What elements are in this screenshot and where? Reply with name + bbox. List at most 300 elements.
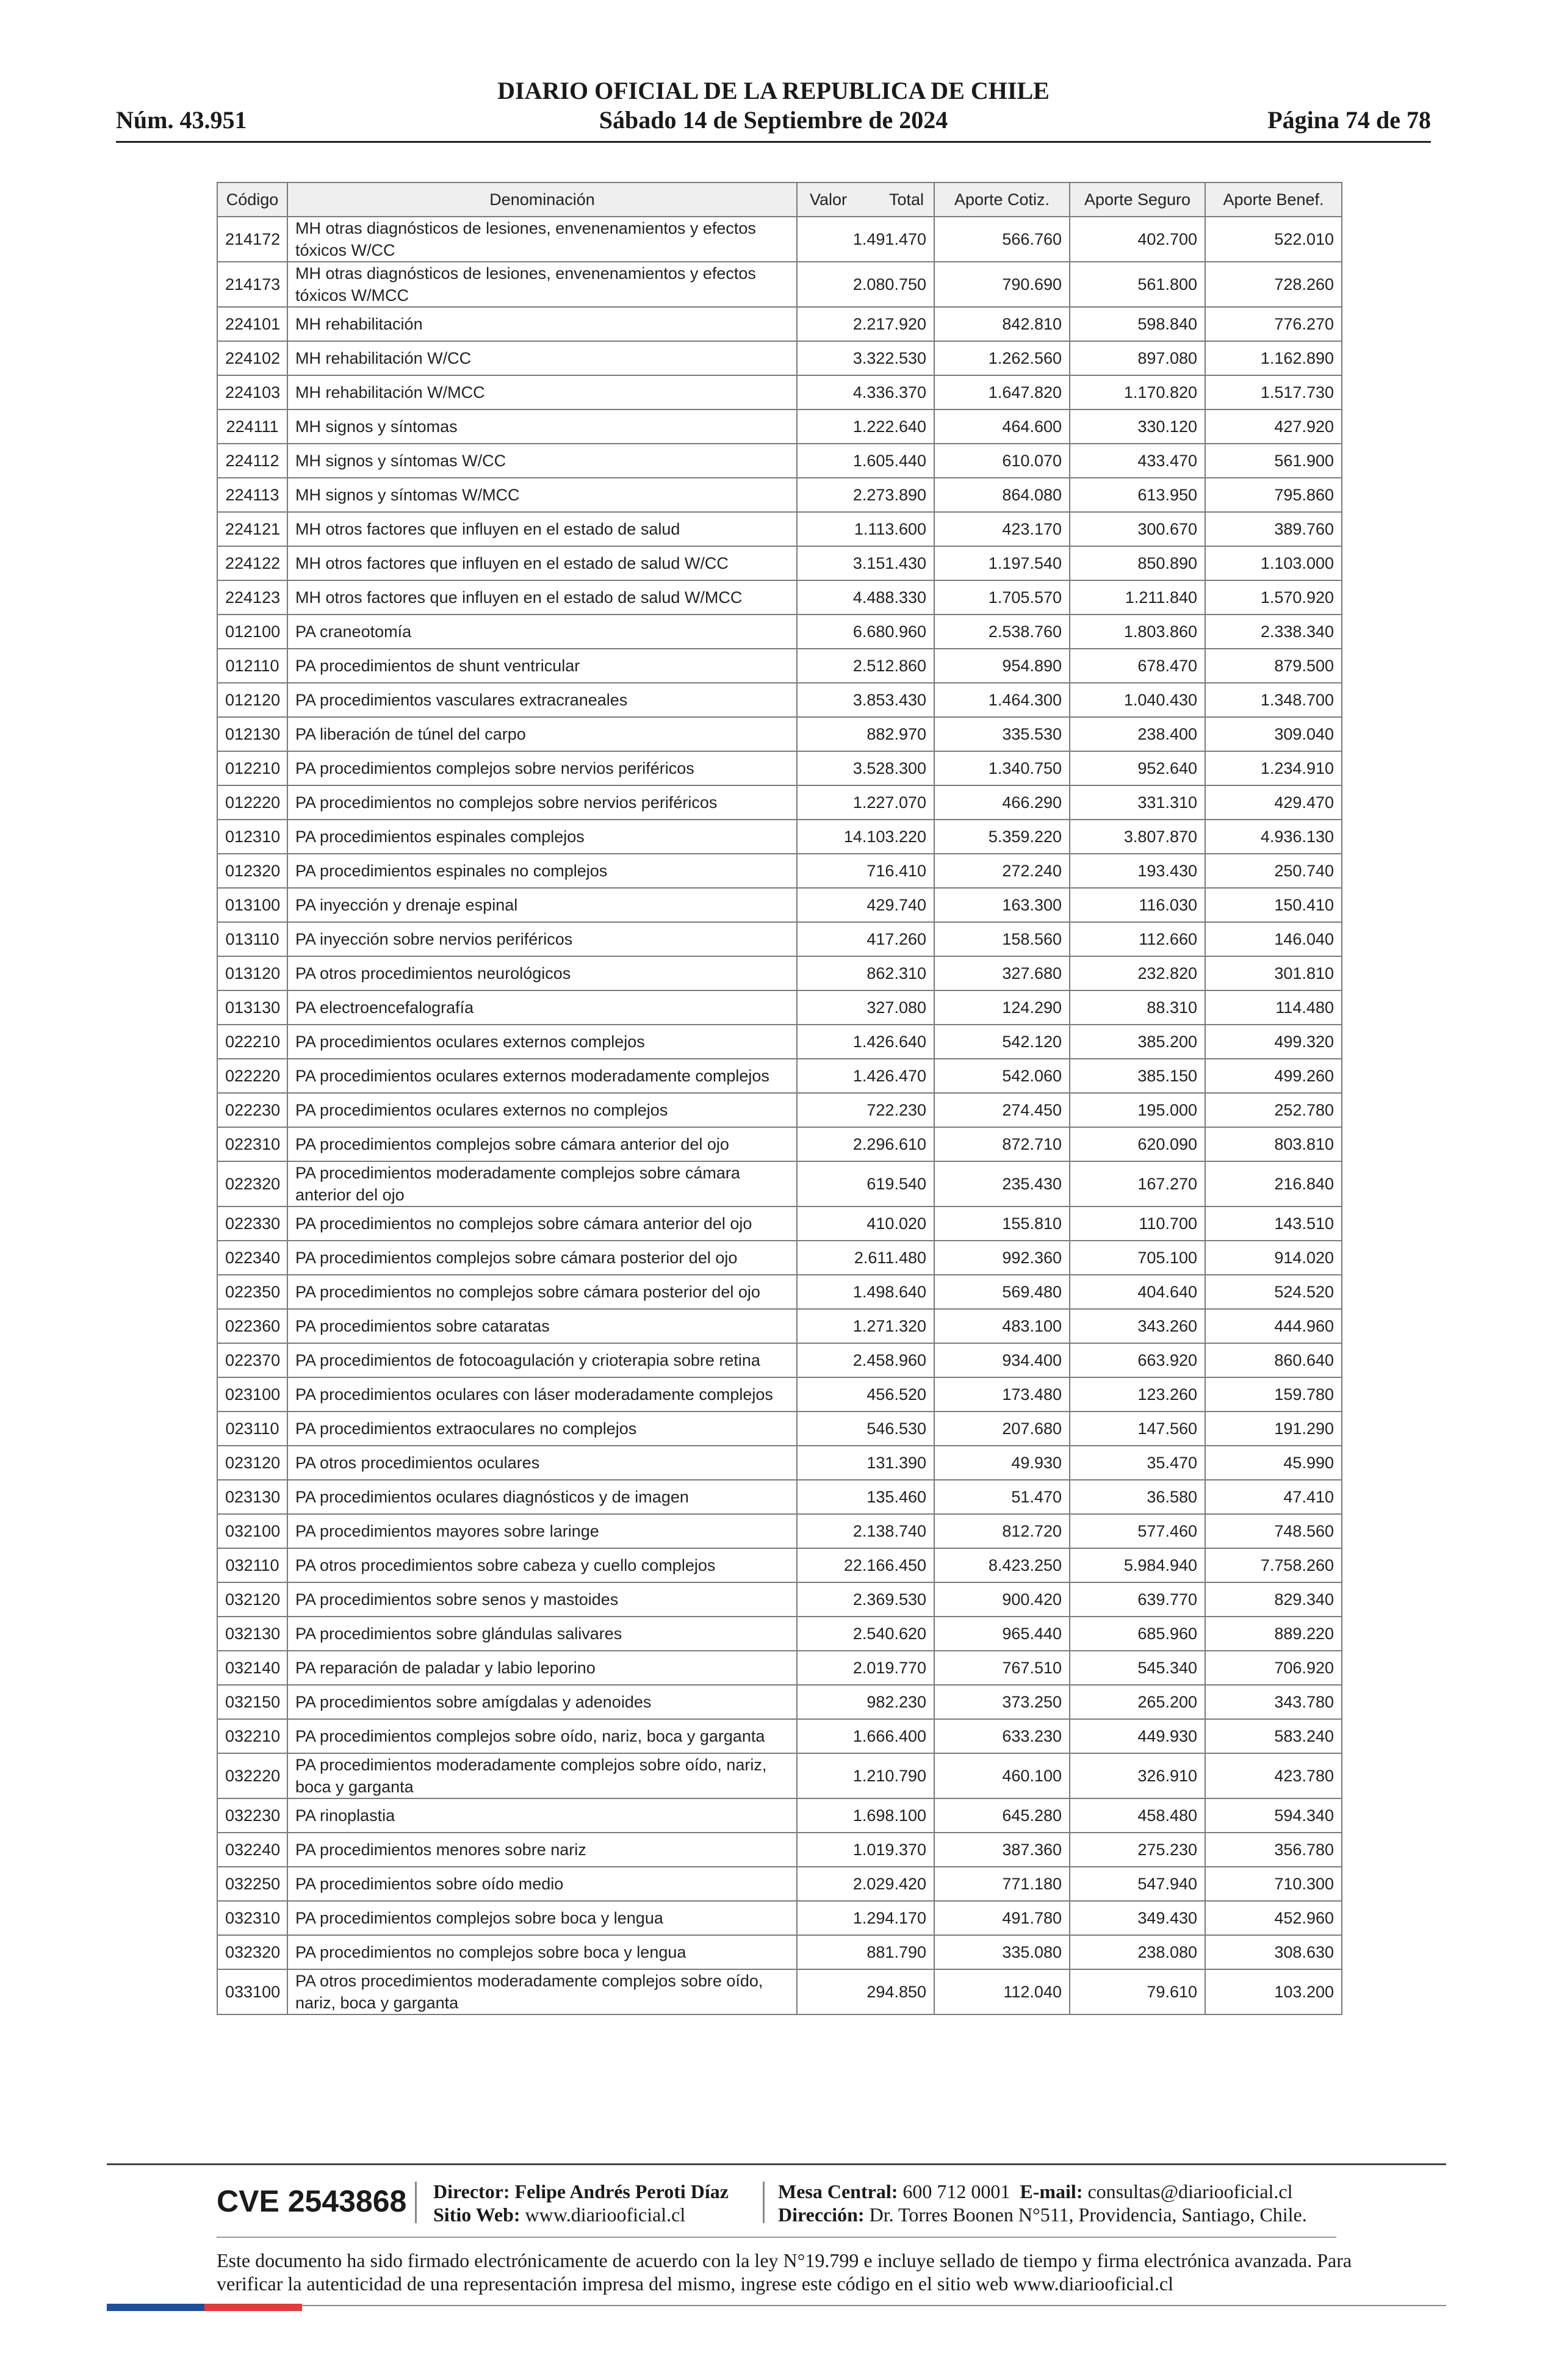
website-label: Sitio Web: [433,2204,520,2226]
table-row [217,751,1342,785]
row-aporte-cotiz: 8.423.250 [934,1548,1070,1582]
row-code: 032210 [217,1719,287,1753]
row-aporte-seguro: 1.040.430 [1070,683,1205,717]
row-aporte-seguro: 195.000 [1070,1093,1205,1127]
table-row [217,854,1342,888]
row-code: 224101 [217,307,287,341]
row-valor-total: 4.336.370 [797,375,934,409]
row-aporte-benef: 499.260 [1205,1059,1342,1093]
table-row [217,1343,1342,1377]
footer-separator [415,2182,417,2223]
row-valor-total: 14.103.220 [797,820,934,854]
table-row [217,615,1342,649]
row-aporte-benef: 444.960 [1205,1309,1342,1343]
row-aporte-benef: 191.290 [1205,1412,1342,1446]
row-name: PA inyección y drenaje espinal [287,888,797,922]
table-row [217,1161,1342,1206]
table-row [217,683,1342,717]
row-aporte-benef: 1.348.700 [1205,683,1342,717]
row-aporte-seguro: 433.470 [1070,444,1205,478]
row-valor-total: 722.230 [797,1093,934,1127]
row-valor-total: 2.611.480 [797,1241,934,1275]
row-name: PA procedimientos de fotocoagulación y crioterapia sobre retina [287,1343,797,1377]
row-name: PA procedimientos complejos sobre cámara anterior del ojo [287,1127,797,1161]
row-valor-total: 2.296.610 [797,1127,934,1161]
row-code: 013110 [217,922,287,956]
row-name: MH rehabilitación W/CC [287,341,797,375]
row-aporte-cotiz: 124.290 [934,990,1070,1025]
row-aporte-cotiz: 173.480 [934,1377,1070,1412]
row-code: 032320 [217,1935,287,1969]
row-aporte-seguro: 35.470 [1070,1446,1205,1480]
row-name: PA procedimientos oculares diagnósticos y de imagen [287,1480,797,1514]
row-code: 224121 [217,512,287,546]
table-row [217,922,1342,956]
row-code: 032230 [217,1798,287,1833]
row-aporte-benef: 47.410 [1205,1480,1342,1514]
row-valor-total: 2.217.920 [797,307,934,341]
address-label: Dirección: [778,2204,865,2226]
header-divider [116,141,1431,143]
row-valor-total: 982.230 [797,1685,934,1719]
row-aporte-cotiz: 163.300 [934,888,1070,922]
row-valor-total: 1.491.470 [797,217,934,262]
row-aporte-seguro: 663.920 [1070,1343,1205,1377]
row-valor-total: 1.271.320 [797,1309,934,1343]
table-row [217,1685,1342,1719]
row-aporte-seguro: 850.890 [1070,546,1205,580]
row-aporte-seguro: 112.660 [1070,922,1205,956]
row-code: 032240 [217,1833,287,1867]
row-aporte-benef: 1.570.920 [1205,580,1342,615]
row-valor-total: 22.166.450 [797,1548,934,1582]
row-aporte-seguro: 330.120 [1070,409,1205,444]
row-valor-total: 1.666.400 [797,1719,934,1753]
row-aporte-seguro: 116.030 [1070,888,1205,922]
row-aporte-cotiz: 51.470 [934,1480,1070,1514]
row-code: 224111 [217,409,287,444]
row-code: 224113 [217,478,287,512]
row-name: PA procedimientos mayores sobre laringe [287,1514,797,1548]
row-valor-total: 417.260 [797,922,934,956]
row-aporte-seguro: 147.560 [1070,1412,1205,1446]
row-aporte-cotiz: 373.250 [934,1685,1070,1719]
row-code: 224112 [217,444,287,478]
row-aporte-seguro: 265.200 [1070,1685,1205,1719]
row-name: PA procedimientos sobre oído medio [287,1867,797,1901]
row-code: 022220 [217,1059,287,1093]
row-aporte-seguro: 238.080 [1070,1935,1205,1969]
table-row [217,1241,1342,1275]
row-valor-total: 6.680.960 [797,615,934,649]
website-link[interactable]: www.diariooficial.cl [525,2204,686,2226]
row-aporte-cotiz: 1.262.560 [934,341,1070,375]
row-code: 013130 [217,990,287,1025]
row-aporte-seguro: 331.310 [1070,785,1205,820]
row-valor-total: 2.369.530 [797,1582,934,1617]
table-row [217,1617,1342,1651]
row-code: 224103 [217,375,287,409]
row-aporte-cotiz: 466.290 [934,785,1070,820]
row-valor-total: 716.410 [797,854,934,888]
table-row [217,1446,1342,1480]
row-aporte-cotiz: 491.780 [934,1901,1070,1935]
col-header-benef: Aporte Benef. [1205,182,1342,217]
row-name: PA procedimientos complejos sobre oído, nariz, boca y garganta [287,1719,797,1753]
email-link[interactable]: consultas@diariooficial.cl [1087,2180,1293,2202]
row-aporte-seguro: 110.700 [1070,1206,1205,1241]
row-code: 022210 [217,1025,287,1059]
row-code: 032250 [217,1867,287,1901]
row-code: 022350 [217,1275,287,1309]
row-code: 224122 [217,546,287,580]
row-aporte-benef: 250.740 [1205,854,1342,888]
row-code: 214173 [217,262,287,307]
table-row [217,341,1342,375]
row-aporte-seguro: 88.310 [1070,990,1205,1025]
row-valor-total: 619.540 [797,1161,934,1206]
row-valor-total: 4.488.330 [797,580,934,615]
row-aporte-benef: 728.260 [1205,262,1342,307]
row-code: 224102 [217,341,287,375]
row-code: 022340 [217,1241,287,1275]
row-aporte-seguro: 1.803.860 [1070,615,1205,649]
row-aporte-cotiz: 864.080 [934,478,1070,512]
row-valor-total: 327.080 [797,990,934,1025]
page-number: Página 74 de 78 [1267,106,1431,134]
row-aporte-cotiz: 423.170 [934,512,1070,546]
row-code: 012310 [217,820,287,854]
row-name: PA procedimientos oculares externos no complejos [287,1093,797,1127]
row-aporte-cotiz: 934.400 [934,1343,1070,1377]
row-aporte-benef: 829.340 [1205,1582,1342,1617]
row-aporte-benef: 561.900 [1205,444,1342,478]
row-aporte-cotiz: 112.040 [934,1969,1070,2014]
row-valor-total: 2.273.890 [797,478,934,512]
col-header-valor-total [797,182,934,217]
row-aporte-seguro: 232.820 [1070,956,1205,990]
table-row [217,444,1342,478]
mesa-value: 600 712 0001 [902,2180,1010,2202]
row-name: PA procedimientos no complejos sobre cámara anterior del ojo [287,1206,797,1241]
table-row [217,1127,1342,1161]
row-aporte-seguro: 705.100 [1070,1241,1205,1275]
row-aporte-benef: 499.320 [1205,1025,1342,1059]
row-valor-total: 3.528.300 [797,751,934,785]
row-name: MH rehabilitación W/MCC [287,375,797,409]
footer-divider-bottom [107,2305,1446,2306]
row-valor-total: 135.460 [797,1480,934,1514]
row-aporte-benef: 356.780 [1205,1833,1342,1867]
row-valor-total: 1.294.170 [797,1901,934,1935]
row-code: 022310 [217,1127,287,1161]
row-valor-total: 3.322.530 [797,341,934,375]
row-aporte-seguro: 1.211.840 [1070,580,1205,615]
row-aporte-benef: 423.780 [1205,1753,1342,1798]
row-aporte-benef: 914.020 [1205,1241,1342,1275]
row-valor-total: 2.540.620 [797,1617,934,1651]
row-aporte-seguro: 1.170.820 [1070,375,1205,409]
row-valor-total: 1.210.790 [797,1753,934,1798]
table-row [217,1935,1342,1969]
publication-title [116,76,1431,135]
row-valor-total: 2.019.770 [797,1651,934,1685]
col-header-seguro: Aporte Seguro [1070,182,1205,217]
row-aporte-benef: 776.270 [1205,307,1342,341]
row-name: PA procedimientos no complejos sobre nervios periféricos [287,785,797,820]
row-code: 032120 [217,1582,287,1617]
row-code: 013120 [217,956,287,990]
row-aporte-benef: 309.040 [1205,717,1342,751]
table-row [217,1833,1342,1867]
row-name: MH rehabilitación [287,307,797,341]
row-code: 022330 [217,1206,287,1241]
row-name: PA procedimientos complejos sobre nervios periféricos [287,751,797,785]
row-aporte-seguro: 385.200 [1070,1025,1205,1059]
table-row [217,478,1342,512]
row-aporte-benef: 427.920 [1205,409,1342,444]
row-aporte-cotiz: 335.530 [934,717,1070,751]
row-aporte-cotiz: 842.810 [934,307,1070,341]
table-row [217,1377,1342,1412]
row-aporte-seguro: 639.770 [1070,1582,1205,1617]
row-aporte-cotiz: 460.100 [934,1753,1070,1798]
row-aporte-cotiz: 790.690 [934,262,1070,307]
row-code: 032310 [217,1901,287,1935]
address-value: Dr. Torres Boonen N°511, Providencia, Santiago, Chile. [869,2204,1307,2226]
row-name: PA procedimientos oculares externos moderadamente complejos [287,1059,797,1093]
row-aporte-benef: 522.010 [1205,217,1342,262]
row-valor-total: 410.020 [797,1206,934,1241]
row-aporte-seguro: 613.950 [1070,478,1205,512]
table-row [217,1867,1342,1901]
footer-divider-mid [217,2237,1336,2238]
row-aporte-seguro: 123.260 [1070,1377,1205,1412]
footer-separator [763,2182,765,2223]
row-aporte-seguro: 5.984.940 [1070,1548,1205,1582]
row-valor-total: 882.970 [797,717,934,751]
row-aporte-benef: 389.760 [1205,512,1342,546]
row-name: MH signos y síntomas [287,409,797,444]
row-aporte-cotiz: 272.240 [934,854,1070,888]
row-aporte-benef: 301.810 [1205,956,1342,990]
email-label: E-mail: [1020,2180,1083,2202]
row-code: 022230 [217,1093,287,1127]
flag-red-stripe [204,2304,302,2311]
row-code: 032150 [217,1685,287,1719]
director-label: Director: [433,2180,510,2202]
row-aporte-cotiz: 992.360 [934,1241,1070,1275]
row-name: PA procedimientos menores sobre nariz [287,1833,797,1867]
table-row [217,820,1342,854]
table-row [217,1309,1342,1343]
row-aporte-cotiz: 327.680 [934,956,1070,990]
row-aporte-cotiz: 5.359.220 [934,820,1070,854]
row-aporte-seguro: 79.610 [1070,1969,1205,2014]
table-row [217,717,1342,751]
row-code: 013100 [217,888,287,922]
row-aporte-cotiz: 610.070 [934,444,1070,478]
row-aporte-seguro: 326.910 [1070,1753,1205,1798]
row-name: MH otras diagnósticos de lesiones, envenenamientos y efectos tóxicos W/MCC [287,262,797,307]
table-row [217,1548,1342,1582]
row-code: 022370 [217,1343,287,1377]
row-code: 023110 [217,1412,287,1446]
row-aporte-cotiz: 900.420 [934,1582,1070,1617]
row-name: PA procedimientos de shunt ventricular [287,649,797,683]
row-aporte-seguro: 547.940 [1070,1867,1205,1901]
row-aporte-seguro: 598.840 [1070,307,1205,341]
row-name: PA otros procedimientos oculares [287,1446,797,1480]
row-aporte-benef: 889.220 [1205,1617,1342,1651]
row-aporte-cotiz: 207.680 [934,1412,1070,1446]
row-valor-total: 2.029.420 [797,1867,934,1901]
table-row [217,956,1342,990]
mesa-label: Mesa Central: [778,2180,898,2202]
row-code: 032100 [217,1514,287,1548]
cve-code: CVE 2543868 [217,2184,407,2218]
row-aporte-cotiz: 158.560 [934,922,1070,956]
table-row [217,217,1342,262]
row-aporte-seguro: 238.400 [1070,717,1205,751]
row-aporte-cotiz: 771.180 [934,1867,1070,1901]
row-name: PA otros procedimientos sobre cabeza y cuello complejos [287,1548,797,1582]
row-aporte-cotiz: 872.710 [934,1127,1070,1161]
row-code: 022360 [217,1309,287,1343]
row-name: PA otros procedimientos neurológicos [287,956,797,990]
row-aporte-benef: 795.860 [1205,478,1342,512]
row-aporte-benef: 7.758.260 [1205,1548,1342,1582]
row-code: 032130 [217,1617,287,1651]
row-aporte-seguro: 449.930 [1070,1719,1205,1753]
row-code: 012110 [217,649,287,683]
row-aporte-benef: 429.470 [1205,785,1342,820]
row-valor-total: 1.227.070 [797,785,934,820]
row-aporte-benef: 879.500 [1205,649,1342,683]
row-name: MH otros factores que influyen en el estado de salud [287,512,797,546]
row-name: PA procedimientos espinales no complejos [287,854,797,888]
row-aporte-benef: 146.040 [1205,922,1342,956]
row-name: PA procedimientos moderadamente complejos sobre oído, nariz, boca y garganta [287,1753,797,1798]
row-valor-total: 3.151.430 [797,546,934,580]
row-code: 012320 [217,854,287,888]
row-name: PA procedimientos no complejos sobre boca y lengua [287,1935,797,1969]
newspaper-title: DIARIO OFICIAL DE LA REPUBLICA DE CHILE [497,77,1050,104]
row-aporte-benef: 2.338.340 [1205,615,1342,649]
row-aporte-cotiz: 274.450 [934,1093,1070,1127]
row-aporte-seguro: 897.080 [1070,341,1205,375]
row-code: 032140 [217,1651,287,1685]
row-name: PA procedimientos oculares con láser moderadamente complejos [287,1377,797,1412]
row-aporte-seguro: 577.460 [1070,1514,1205,1548]
row-aporte-seguro: 275.230 [1070,1833,1205,1867]
row-valor-total: 1.605.440 [797,444,934,478]
row-aporte-benef: 143.510 [1205,1206,1342,1241]
row-aporte-cotiz: 954.890 [934,649,1070,683]
row-valor-total: 1.426.470 [797,1059,934,1093]
row-aporte-seguro: 620.090 [1070,1127,1205,1161]
row-aporte-benef: 308.630 [1205,1935,1342,1969]
row-aporte-benef: 103.200 [1205,1969,1342,2014]
row-aporte-benef: 1.162.890 [1205,341,1342,375]
row-valor-total: 429.740 [797,888,934,922]
row-name: PA procedimientos complejos sobre boca y lengua [287,1901,797,1935]
row-aporte-benef: 706.920 [1205,1651,1342,1685]
row-aporte-seguro: 300.670 [1070,512,1205,546]
table-row [217,262,1342,307]
row-aporte-benef: 150.410 [1205,888,1342,922]
row-name: PA procedimientos sobre senos y mastoides [287,1582,797,1617]
row-aporte-seguro: 385.150 [1070,1059,1205,1093]
row-valor-total: 2.080.750 [797,262,934,307]
row-code: 022320 [217,1161,287,1206]
row-aporte-cotiz: 2.538.760 [934,615,1070,649]
table-row [217,1412,1342,1446]
row-aporte-cotiz: 812.720 [934,1514,1070,1548]
row-aporte-cotiz: 566.760 [934,217,1070,262]
table-row [217,1275,1342,1309]
table-row [217,307,1342,341]
row-name: PA rinoplastia [287,1798,797,1833]
row-aporte-cotiz: 633.230 [934,1719,1070,1753]
row-aporte-benef: 710.300 [1205,1867,1342,1901]
col-header-total: Total [888,190,924,209]
row-valor-total: 2.138.740 [797,1514,934,1548]
table-body [217,217,1342,2014]
row-name: MH otros factores que influyen en el estado de salud W/CC [287,546,797,580]
row-code: 023130 [217,1480,287,1514]
issue-date: Sábado 14 de Septiembre de 2024 [599,106,948,134]
table-row [217,1798,1342,1833]
table-row [217,580,1342,615]
row-aporte-cotiz: 569.480 [934,1275,1070,1309]
col-header-valor: Valor [810,190,848,209]
row-valor-total: 1.498.640 [797,1275,934,1309]
row-code: 214172 [217,217,287,262]
table-row [217,1514,1342,1548]
row-code: 224123 [217,580,287,615]
row-aporte-cotiz: 483.100 [934,1309,1070,1343]
row-valor-total: 1.426.640 [797,1025,934,1059]
table-row [217,409,1342,444]
row-name: PA reparación de paladar y labio leporino [287,1651,797,1685]
row-name: MH signos y síntomas W/MCC [287,478,797,512]
row-code: 032220 [217,1753,287,1798]
col-header-code: Código [217,182,287,217]
row-aporte-seguro: 3.807.870 [1070,820,1205,854]
row-name: PA procedimientos sobre amígdalas y adenoides [287,1685,797,1719]
row-name: MH otros factores que influyen en el estado de salud W/MCC [287,580,797,615]
row-aporte-cotiz: 1.340.750 [934,751,1070,785]
col-header-name: Denominación [287,182,797,217]
row-aporte-benef: 216.840 [1205,1161,1342,1206]
row-valor-total: 1.222.640 [797,409,934,444]
row-aporte-benef: 594.340 [1205,1798,1342,1833]
row-code: 012130 [217,717,287,751]
table-row [217,990,1342,1025]
row-aporte-seguro: 404.640 [1070,1275,1205,1309]
row-valor-total: 1.019.370 [797,1833,934,1867]
row-name: PA procedimientos extraoculares no complejos [287,1412,797,1446]
row-aporte-seguro: 561.800 [1070,262,1205,307]
row-aporte-seguro: 545.340 [1070,1651,1205,1685]
row-aporte-benef: 524.520 [1205,1275,1342,1309]
table-row [217,512,1342,546]
row-aporte-seguro: 402.700 [1070,217,1205,262]
row-valor-total: 131.390 [797,1446,934,1480]
row-valor-total: 2.458.960 [797,1343,934,1377]
table-row [217,888,1342,922]
